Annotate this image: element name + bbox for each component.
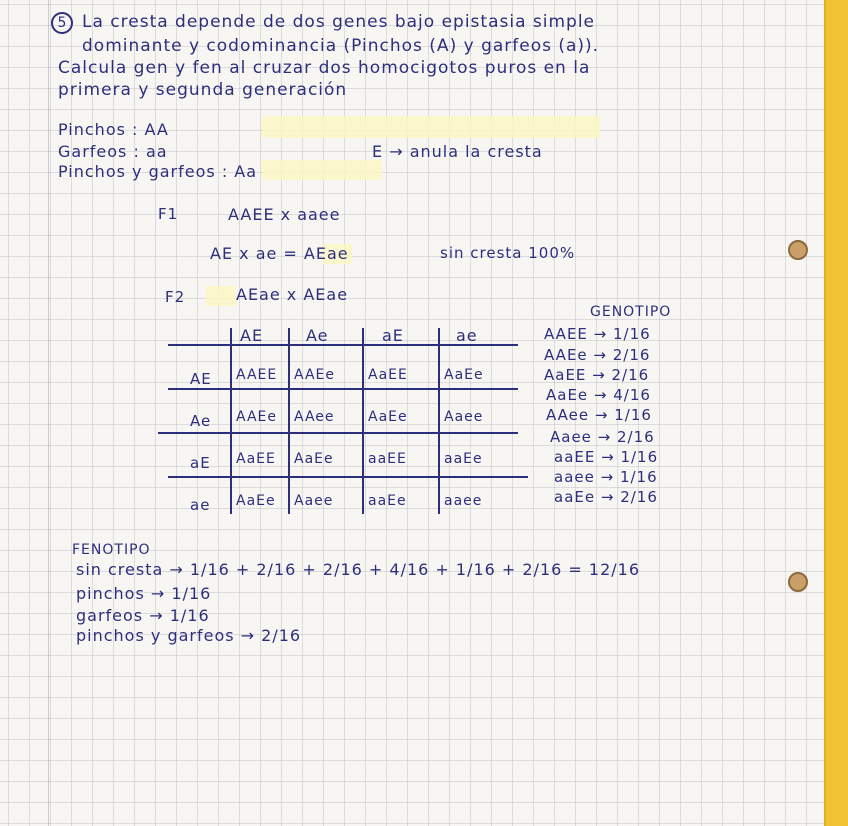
genotype-item: AaEe → 4/16 bbox=[546, 386, 651, 404]
grid-line bbox=[158, 432, 518, 434]
col-header: Ae bbox=[306, 326, 329, 345]
f2-label: F2 bbox=[165, 288, 186, 306]
row-header: Ae bbox=[190, 412, 212, 430]
row-header: ae bbox=[190, 496, 211, 514]
key-pinchos: Pinchos : AA bbox=[58, 120, 169, 139]
punnett-cell: AAEe bbox=[236, 409, 278, 425]
phenotype-line: pinchos y garfeos → 2/16 bbox=[76, 626, 302, 645]
col-header: ae bbox=[456, 326, 478, 345]
question-line: dominante y codominancia (Pinchos (A) y garfeos (a)). bbox=[82, 36, 600, 56]
punnett-cell: aaEE bbox=[368, 451, 407, 467]
punch-hole bbox=[788, 240, 808, 260]
punnett-cell: aaee bbox=[444, 493, 483, 509]
question-line: Calcula gen y fen al cruzar dos homocigotos puros en la bbox=[58, 58, 591, 78]
grid-line bbox=[438, 328, 440, 514]
question-number: 5 bbox=[51, 12, 73, 34]
grid-line bbox=[288, 328, 290, 514]
punnett-cell: AaEe bbox=[294, 451, 334, 467]
question-line: primera y segunda generación bbox=[58, 80, 348, 100]
f1-cross: AAEE x aaee bbox=[228, 205, 341, 224]
genotype-item: aaEE → 1/16 bbox=[554, 448, 659, 466]
col-header: AE bbox=[240, 326, 264, 345]
f1-result: AE x ae = AEae bbox=[210, 244, 349, 263]
highlight-mark bbox=[262, 160, 382, 180]
genotype-item: aaEe → 2/16 bbox=[554, 488, 658, 506]
grid-line bbox=[168, 476, 528, 478]
punnett-cell: AAEE bbox=[236, 367, 278, 383]
genotype-item: Aaee → 2/16 bbox=[550, 428, 655, 446]
punnett-cell: aaEe bbox=[368, 493, 407, 509]
grid-line bbox=[362, 328, 364, 514]
grid-line bbox=[230, 328, 232, 514]
punnett-cell: AaEe bbox=[236, 493, 276, 509]
f1-result-note: sin cresta 100% bbox=[440, 244, 576, 262]
key-garfeos: Garfeos : aa bbox=[58, 142, 168, 161]
punnett-cell: Aaee bbox=[444, 409, 484, 425]
highlight-mark bbox=[262, 116, 600, 138]
genotype-item: AaEE → 2/16 bbox=[544, 366, 650, 384]
f2-cross: AEae x AEae bbox=[236, 285, 349, 304]
punnett-cell: Aaee bbox=[294, 493, 334, 509]
key-both: Pinchos y garfeos : Aa bbox=[58, 162, 258, 181]
margin-line bbox=[48, 0, 49, 826]
punnett-cell: AaEe bbox=[444, 367, 484, 383]
punnett-cell: AAee bbox=[294, 409, 335, 425]
phenotype-line: garfeos → 1/16 bbox=[76, 606, 210, 625]
genotype-item: AAEe → 2/16 bbox=[544, 346, 651, 364]
punnett-cell: AaEE bbox=[236, 451, 276, 467]
genotype-item: aaee → 1/16 bbox=[554, 468, 658, 486]
col-header: aE bbox=[382, 326, 404, 345]
punnett-cell: AaEe bbox=[368, 409, 408, 425]
punnett-cell: aaEe bbox=[444, 451, 483, 467]
phenotype-title: FENOTIPO bbox=[72, 542, 151, 558]
genotype-item: AAEE → 1/16 bbox=[544, 325, 651, 343]
phenotype-line: sin cresta → 1/16 + 2/16 + 2/16 + 4/16 + 1/16 + 2/16 = 12/16 bbox=[76, 560, 641, 579]
highlight-mark bbox=[206, 286, 236, 306]
punnett-cell: AAEe bbox=[294, 367, 336, 383]
punnett-cell: AaEE bbox=[368, 367, 408, 383]
binding-strip bbox=[824, 0, 848, 826]
key-epistasis: E → anula la cresta bbox=[372, 142, 543, 161]
row-header: AE bbox=[190, 370, 212, 388]
genotype-title: GENOTIPO bbox=[590, 304, 672, 320]
grid-line bbox=[168, 388, 518, 390]
question-line: La cresta depende de dos genes bajo epistasia simple bbox=[82, 12, 596, 32]
punch-hole bbox=[788, 572, 808, 592]
f1-label: F1 bbox=[158, 205, 179, 223]
genotype-item: AAee → 1/16 bbox=[546, 406, 652, 424]
phenotype-line: pinchos → 1/16 bbox=[76, 584, 212, 603]
row-header: aE bbox=[190, 454, 211, 472]
